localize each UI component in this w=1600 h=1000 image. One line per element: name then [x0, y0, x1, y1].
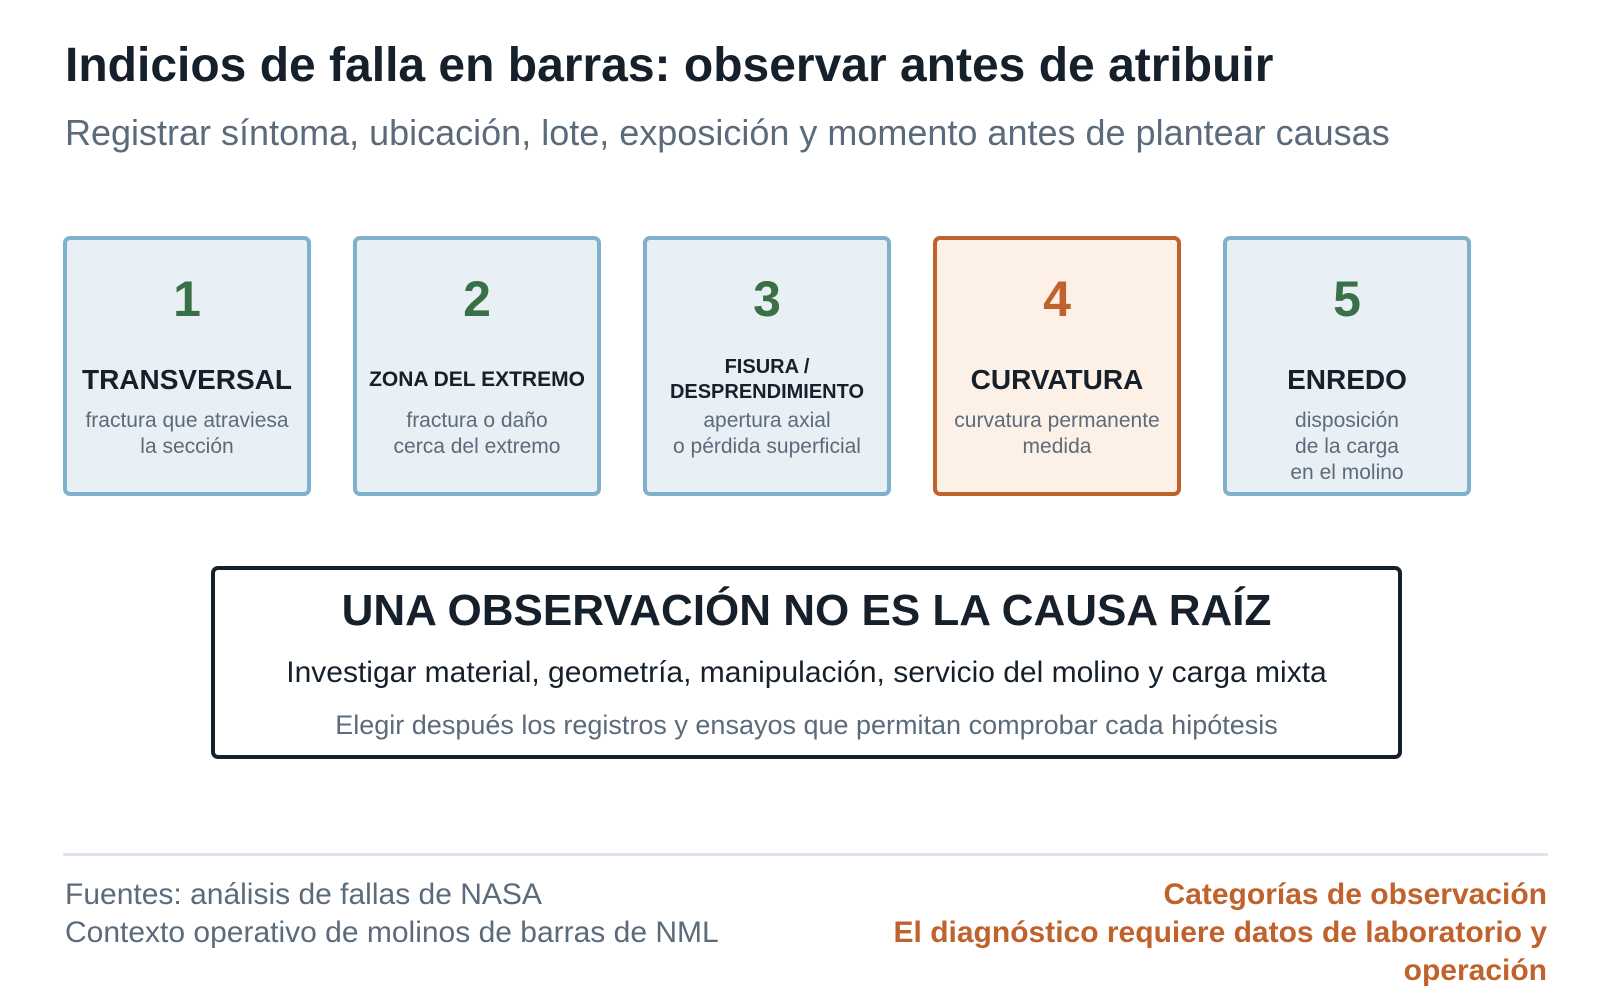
category-number: 5 [1333, 271, 1361, 327]
callout-body: Investigar material, geometría, manipulación, servicio del molino y carga mixta [286, 656, 1327, 689]
source-line: Contexto operativo de molinos de barras de NML [65, 916, 719, 949]
footer-divider [63, 853, 1548, 856]
page-title: Indicios de falla en barras: observar antes de atribuir [65, 39, 1274, 92]
category-number: 4 [1043, 271, 1071, 327]
category-number: 1 [173, 271, 201, 327]
root-cause-callout [211, 566, 1402, 759]
callout-note: Elegir después los registros y ensayos que permitan comprobar cada hipótesis [335, 710, 1278, 740]
observation-categories [63, 236, 1526, 500]
category-description: fractura o daño cerca del extremo [393, 409, 561, 458]
note-line: El diagnóstico requiere datos de laboratorio y operación [893, 916, 1547, 987]
category-card-curvature [933, 236, 1181, 496]
page-subtitle: Registrar síntoma, ubicación, lote, exposición y momento antes de plantear causas [65, 112, 1390, 153]
category-name: ZONA DEL EXTREMO [369, 368, 585, 392]
category-name: CURVATURA [970, 363, 1144, 395]
note-line: Categorías de observación [1163, 878, 1547, 911]
footer-notes [787, 876, 1547, 990]
category-name: ENREDO [1287, 363, 1407, 395]
category-card-end-zone [353, 236, 601, 496]
category-card-fissure [643, 236, 891, 496]
footer-sources [65, 876, 745, 952]
category-card-transversal [63, 236, 311, 496]
category-description: fractura que atraviesa la sección [85, 409, 289, 458]
category-description: apertura axial o pérdida superficial [673, 409, 861, 458]
category-description: disposición de la carga en el molino [1290, 409, 1404, 484]
category-card-tangle [1223, 236, 1471, 496]
category-name: FISURA / DESPRENDIMIENTO [669, 356, 865, 403]
callout-heading: UNA OBSERVACIÓN NO ES LA CAUSA RAÍZ [341, 586, 1272, 635]
category-name: TRANSVERSAL [81, 363, 292, 395]
category-number: 3 [753, 271, 781, 327]
source-line: Fuentes: análisis de fallas de NASA [65, 878, 542, 911]
category-description: curvatura permanente medida [954, 409, 1160, 458]
category-number: 2 [463, 271, 491, 327]
